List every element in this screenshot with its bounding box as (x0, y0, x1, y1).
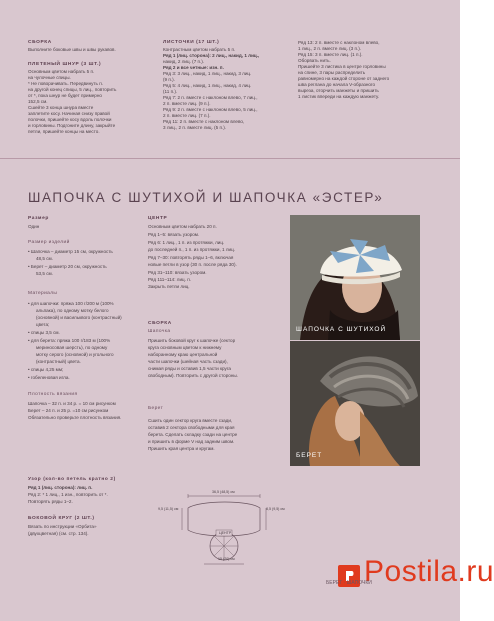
cord-line-10: петли, пришейте концы на место. (28, 129, 100, 134)
beret-line-1: оставив 2 сектора свободными для края (148, 425, 235, 430)
leaves-line-10: Ряд 9: 2 п. вместе с наклоном влево, 5 лиц., (163, 107, 258, 112)
rows-line-3: Оборвать нить. (298, 58, 331, 63)
diagram-top-measure: 36,5 (48,5) см (212, 490, 235, 494)
article-title: ШАПОЧКА С ШУТИХОЙ И ШАПОЧКА «ЭСТЕР» (28, 190, 384, 205)
assembly-line-1: круга основным цветом к нижнему (148, 345, 222, 350)
leaves-line-3: Ряд 2 и все четные: изн. п. (163, 65, 224, 70)
size-heading: Размер (28, 216, 49, 221)
section-divider (0, 158, 460, 159)
diagram-left-measure: 9,5 (11,5) см (158, 507, 179, 511)
beret-caption: БЕРЕТ (296, 452, 323, 459)
leaves-line-13: 3 лиц., 2 п. вместе лиц. (5 п.). (163, 125, 227, 130)
materials-heading: Материалы (28, 291, 58, 296)
density-line-0: Шапочка – 32 п. и 34 р. = 10 см рисунком (28, 401, 116, 406)
center-heading: ЦЕНТР (148, 216, 168, 221)
dims-line-2: • Берет – диаметр 20 см, окружность (28, 264, 107, 269)
center-line-2: Ряд 6: 1 лиц., 1 п. из протяжки, лиц. (148, 240, 225, 245)
beret-line-0: Сшить один сектор круга вместе сзади, (148, 418, 233, 423)
rows-line-6: равномерно на каждой стороне от заднего (298, 76, 390, 81)
pattern-line-1: Ряд 2: * 1 лиц., 1 изн., повторить от *. (28, 492, 108, 497)
leaves-line-4: Ряд 3: 3 лиц., накид, 1 лиц., накид, 3 лиц. (163, 71, 252, 76)
top-assembly-heading: СБОРКА (28, 40, 52, 45)
rows-line-2: Ряд 15: 3 п. вместе лиц. (1 п.). (298, 52, 363, 57)
rows-line-1: 1 лиц., 2 п. вместе лиц. (3 п.). (298, 46, 362, 51)
materials-line-7: мотку серого (основной) и угольного (36, 352, 114, 357)
materials-line-1: альпака), по одному мотку белого (36, 308, 109, 313)
beret-photo (290, 341, 420, 466)
cord-line-3: на другой конец спицы, 5 лиц., повторить (28, 87, 117, 92)
cord-line-4: от *, пока шнур не будет примерно (28, 93, 102, 98)
rows-line-5: на спине, 3 пары распределить (298, 70, 366, 75)
density-heading: Плотность вязания (28, 392, 78, 397)
center-line-7: Ряд 111–114: лиц. п. (148, 277, 191, 282)
cord-line-7: заплетите косу. Начиная снизу правой (28, 111, 110, 116)
circle-line-0: Вязать по инструкции «Орбита» (28, 524, 97, 529)
assembly-line-3: части шапочки (шейная часть сзади), (148, 359, 228, 364)
materials-line-6: мериносовая шерсть), по одному (36, 345, 108, 350)
dims-line-3: 53,5 см. (36, 271, 53, 276)
cord-line-0: Основным цветом набрать 5 п. (28, 69, 95, 74)
cord-line-9: и горловины. Подгоните длину, закрыйте (28, 123, 116, 128)
rows-line-7: шва реглана до начала V-образного (298, 82, 376, 87)
cord-line-8: полочки, пришейте косу вдоль полочки (28, 117, 112, 122)
leaves-line-11: 2 п. вместе лиц. (7 п.). (163, 113, 211, 118)
leaves-line-7: (11 п.). (163, 89, 178, 94)
dims-line-0: • Шапочка – диаметр 15 см, окружность (28, 249, 113, 254)
cord-line-6: Сшейте 3 конца шнура вместе (28, 105, 94, 110)
leaves-line-5: (9 п.). (163, 77, 175, 82)
pattern-line-0: Ряд 1 (лиц. сторона): лиц. п. (28, 485, 93, 490)
beret-line-4: Пришить края центра и кругам. (148, 446, 215, 451)
center-line-0: Основным цветом набрать 20 п. (148, 224, 217, 229)
leaves-line-12: Ряд 11: 2 п. вместе с наклоном влево, (163, 119, 245, 124)
leaves-heading: ЛИСТОЧКИ (17 ШТ.) (163, 40, 220, 45)
leaves-line-9: 2 п. вместе лиц. (9 п.). (163, 101, 211, 106)
beret-line-3: и пришить в форме V над задним швом. (148, 439, 235, 444)
assembly-heading: СБОРКА (148, 321, 172, 326)
watermark-text: Postila.ru (364, 555, 494, 588)
center-line-4: Ряд 7–30: повторять ряды 1–6, включая (148, 255, 234, 260)
assembly-line-5: свободным). Повторить с другой стороны. (148, 373, 238, 378)
center-line-1: Ряд 1–5: вязать узором. (148, 232, 200, 237)
hat-photo-illustration (290, 215, 420, 340)
rows-line-8: выреза, оторчить манжеты и пришить (298, 88, 379, 93)
density-line-1: Берет – 24 п. и 25 р. =10 см рисунком (28, 408, 109, 413)
beret-photo-illustration (290, 341, 420, 466)
beret-heading: Берет (148, 406, 164, 411)
materials-line-9: • спицы 4,25 мм; (28, 367, 64, 372)
materials-line-5: • для берета: пряжа 100 г/183 м (100% (28, 338, 111, 343)
diagram-bottom-measure: 15 (20) см (218, 557, 235, 561)
circle-heading: БОКОВОЙ КРУГ (2 ШТ.) (28, 516, 95, 521)
dims-line-1: 48,5 см. (36, 256, 53, 261)
center-line-8: Закрыть петли лиц. (148, 284, 190, 289)
cord-heading: ПЛЕТЕНЫЙ ШНУР (3 ШТ.) (28, 62, 102, 67)
leaves-line-2: накид, 2 лиц. (7 п.). (163, 59, 205, 64)
cord-line-2: * Не поворачивать. Передвинуть п. (28, 81, 103, 86)
page-footer: БЕРЕТ · ШАПОЧКИ (326, 580, 372, 586)
rows-line-9: 1 листик впереди на каждую манжету. (298, 94, 380, 99)
assembly-line-2: наборанному краю центральной (148, 352, 218, 357)
cord-line-1: на чулочные спицы. (28, 75, 71, 80)
leaves-line-6: Ряд 5: 4 лиц., накид, 1 лиц., накид, 4 лиц. (163, 83, 252, 88)
leaves-line-8: Ряд 7: 2 п. вместе с наклоном влево, 7 лиц., (163, 95, 258, 100)
size-value: Один (28, 224, 40, 229)
center-line-3: до последней п., 1 п. из протяжки, 1 лиц. (148, 247, 236, 252)
materials-line-8: (контрастный) цвета. (36, 359, 81, 364)
circle-line-1: (двухцветная) (см. стр. 134). (28, 531, 89, 536)
assembly-sub: Шапочка (148, 329, 171, 334)
leaves-line-1: Ряд 1 (лиц. сторона): 2 лиц., накид, 1 лиц., (163, 53, 260, 58)
diagram-right-measure: 8,5 (9,5) см (266, 507, 285, 511)
materials-line-0: • для шапочки: пряжа 100 г/200 м (100% (28, 301, 114, 306)
hat-caption: ШАПОЧКА С ШУТИХОЙ (296, 326, 387, 333)
leaves-line-0: Контрастным цветом набрать 5 п. (163, 47, 236, 52)
hat-photo (290, 215, 420, 340)
materials-line-10: • гобеленовая игла. (28, 375, 70, 380)
density-line-2: Обязательно проверьте плотность вязания. (28, 415, 122, 420)
materials-line-3: цвета; (36, 322, 50, 327)
center-line-5: новые петли в узор (30 п. после ряда 30). (148, 262, 237, 267)
center-line-6: Ряд 31–110: вязать узором. (148, 270, 207, 275)
beret-line-2: берета. Сделать складку сзади на центре (148, 432, 238, 437)
cord-line-5: 152,5 см. (28, 99, 48, 104)
rows-line-0: Ряд 13: 2 п. вместе с наклоном влево, (298, 40, 380, 45)
materials-line-2: (основной) и васильквого (контрастный) (36, 315, 122, 320)
dims-heading: Размер изделий (28, 240, 70, 245)
assembly-line-4: снимая ряды и оставив 1,5 части круга (148, 366, 231, 371)
top-assembly-text: Выполните боковые швы и швы рукавов. (28, 47, 116, 52)
assembly-line-0: Пришить боковой круг к шапочке (сектор (148, 338, 236, 343)
rows-line-4: Пришейте 3 листика в центре горловины (298, 64, 386, 69)
materials-line-4: • спицы 3,5 см. (28, 330, 60, 335)
diagram-center-label: ЦЕНТР (219, 531, 232, 535)
pattern-line-2: Повторять ряды 1–2. (28, 499, 73, 504)
pattern-heading: Узор (кол-во петель кратно 2) (28, 477, 116, 482)
